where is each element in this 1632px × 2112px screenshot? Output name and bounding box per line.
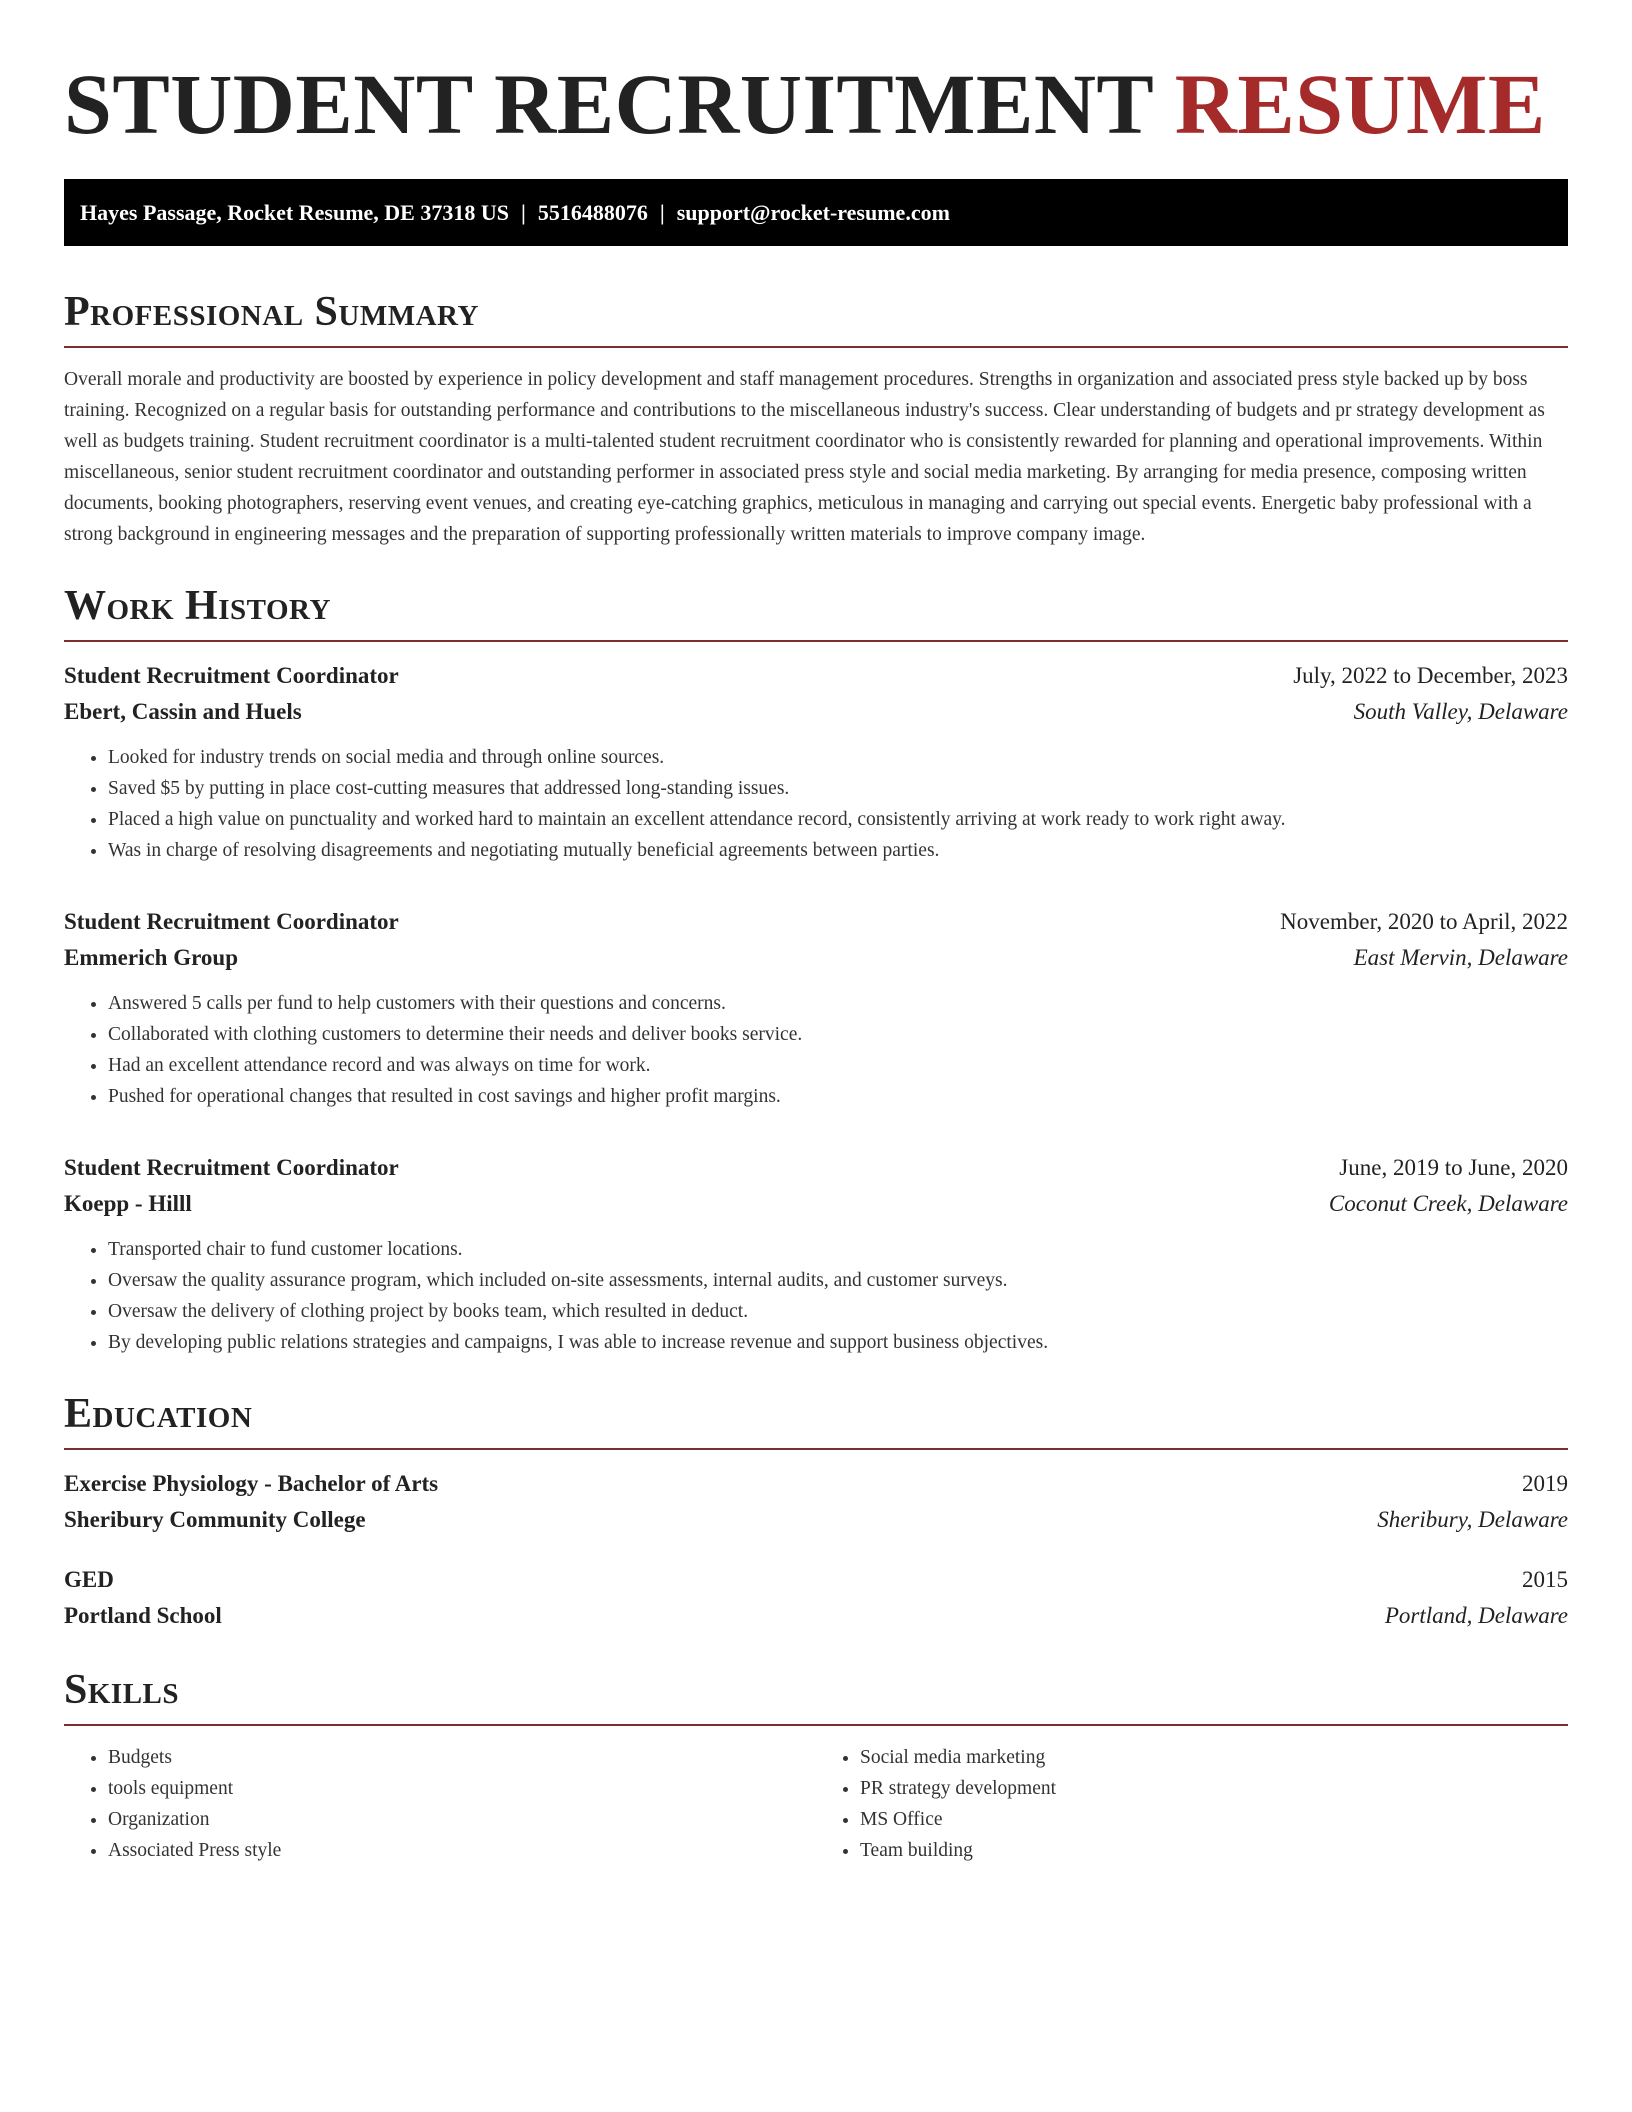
resume-title: [64, 0, 1568, 152]
education-school-row: [64, 1598, 1568, 1634]
list-item: • Looked for industry trends on social media and through online sources.: [108, 742, 1568, 773]
job-company: Emmerich Group: [64, 945, 238, 970]
section-divider: [64, 1448, 1568, 1450]
education-school-row: [64, 1502, 1568, 1538]
job-header-row: [64, 1150, 1568, 1186]
job-company-row: [64, 940, 1568, 976]
education-location: Portland, Delaware: [1384, 1603, 1568, 1628]
summary-text: Overall morale and productivity are boosted by experience in policy development and staff management procedures. Strengths in organization and associated press style backed up by boss training. Recognized on a regular basis for outstanding performance and contributions to the miscellaneous industry's success. Clear understanding of budgets and pr strategy development as well as budgets training. Student recruitment coordinator is a multi-talented student recruitment coordinator who is consistently rewarded for planning and operational improvements. Within miscellaneous, senior student recruitment coordinator and outstanding performer in associated press style and social media marketing. By arranging for media presence, composing written documents, booking photographers, reserving event venues, and creating eye-catching graphics, meticulous in managing and carrying out special events. Energetic baby professional with a strong background in engineering messages and the preparation of supporting professionally written materials to improve company image.: [64, 369, 1545, 545]
job-location: East Mervin, Delaware: [1353, 945, 1568, 970]
job-title: Student Recruitment Coordinator: [64, 909, 399, 934]
job-bullets: [64, 988, 1568, 1112]
education-degree: Exercise Physiology - Bachelor of Arts: [64, 1471, 439, 1496]
list-item: • Budgets: [108, 1742, 816, 1773]
education-heading: Education: [64, 1391, 253, 1437]
list-item: • tools equipment: [108, 1773, 816, 1804]
contact-email: support@rocket-resume.com: [676, 200, 950, 225]
job-company: Koepp - Hilll: [64, 1191, 192, 1216]
job-location: South Valley, Delaware: [1353, 699, 1568, 724]
contact-separator: |: [659, 200, 665, 225]
list-item: • Saved $5 by putting in place cost-cutting measures that addressed long-standing issues.: [108, 773, 1568, 804]
job-company-row: [64, 1186, 1568, 1222]
section-divider: [64, 346, 1568, 348]
list-item: • Pushed for operational changes that resulted in cost savings and higher profit margins.: [108, 1081, 1568, 1112]
list-item: • Answered 5 calls per fund to help customers with their questions and concerns.: [108, 988, 1568, 1019]
skills-list: [64, 1742, 1568, 1866]
list-item: • Placed a high value on punctuality and worked hard to maintain an excellent attendance record, consistently arriving at work ready to work right away.: [108, 804, 1568, 835]
job-dates: November, 2020 to April, 2022: [1280, 909, 1568, 934]
list-item: • Social media marketing: [860, 1742, 1568, 1773]
list-item: • Associated Press style: [108, 1835, 816, 1866]
education-year: 2019: [1522, 1471, 1568, 1496]
job-entry: [64, 1150, 1568, 1358]
job-header-row: [64, 658, 1568, 694]
list-item: • Team building: [860, 1835, 1568, 1866]
work-history-section: [64, 578, 1568, 1358]
job-dates: June, 2019 to June, 2020: [1339, 1155, 1568, 1180]
contact-separator: |: [520, 200, 526, 225]
work-history-heading: Work History: [64, 583, 331, 629]
skills-section: [64, 1662, 1568, 1866]
job-company: Ebert, Cassin and Huels: [64, 699, 302, 724]
list-item: • By developing public relations strategies and campaigns, I was able to increase revenue and support business objectives.: [108, 1327, 1568, 1358]
summary-section: [64, 284, 1568, 550]
education-school: Sheribury Community College: [64, 1507, 366, 1532]
education-entry: [64, 1466, 1568, 1538]
list-item: • Oversaw the delivery of clothing project by books team, which resulted in deduct.: [108, 1296, 1568, 1327]
contact-bar: [64, 179, 1568, 246]
resume-page: [64, 0, 1568, 1866]
list-item: • Had an excellent attendance record and was always on time for work.: [108, 1050, 1568, 1081]
skills-heading: Skills: [64, 1667, 180, 1713]
job-bullets: [64, 742, 1568, 866]
job-entry: [64, 658, 1568, 866]
list-item: • MS Office: [860, 1804, 1568, 1835]
education-school: Portland School: [64, 1603, 222, 1628]
job-title: Student Recruitment Coordinator: [64, 663, 399, 688]
contact-phone: 5516488076: [537, 200, 648, 225]
job-entry: [64, 904, 1568, 1112]
list-item: • Was in charge of resolving disagreements and negotiating mutually beneficial agreements between parties.: [108, 835, 1568, 866]
section-divider: [64, 640, 1568, 642]
list-item: • Collaborated with clothing customers to determine their needs and deliver books service.: [108, 1019, 1568, 1050]
job-bullets: [64, 1234, 1568, 1358]
job-dates: July, 2022 to December, 2023: [1293, 663, 1568, 688]
title-accent: RESUME: [1174, 56, 1546, 152]
list-item: • PR strategy development: [860, 1773, 1568, 1804]
job-title: Student Recruitment Coordinator: [64, 1155, 399, 1180]
education-year: 2015: [1522, 1567, 1568, 1592]
skills-column-right: [816, 1742, 1568, 1866]
list-item: • Transported chair to fund customer locations.: [108, 1234, 1568, 1265]
list-item: • Organization: [108, 1804, 816, 1835]
job-company-row: [64, 694, 1568, 730]
education-degree-row: [64, 1466, 1568, 1502]
contact-address: Hayes Passage, Rocket Resume, DE 37318 US: [80, 200, 509, 225]
education-location: Sheribury, Delaware: [1377, 1507, 1568, 1532]
list-item: • Oversaw the quality assurance program, which included on-site assessments, internal audits, and customer surveys.: [108, 1265, 1568, 1296]
title-main: STUDENT RECRUITMENT: [64, 56, 1153, 152]
education-entry: [64, 1562, 1568, 1634]
education-degree: GED: [64, 1567, 114, 1592]
section-divider: [64, 1724, 1568, 1726]
summary-heading: Professional Summary: [64, 289, 479, 335]
education-degree-row: [64, 1562, 1568, 1598]
job-location: Coconut Creek, Delaware: [1328, 1191, 1568, 1216]
job-header-row: [64, 904, 1568, 940]
education-section: [64, 1386, 1568, 1634]
skills-column-left: [64, 1742, 816, 1866]
